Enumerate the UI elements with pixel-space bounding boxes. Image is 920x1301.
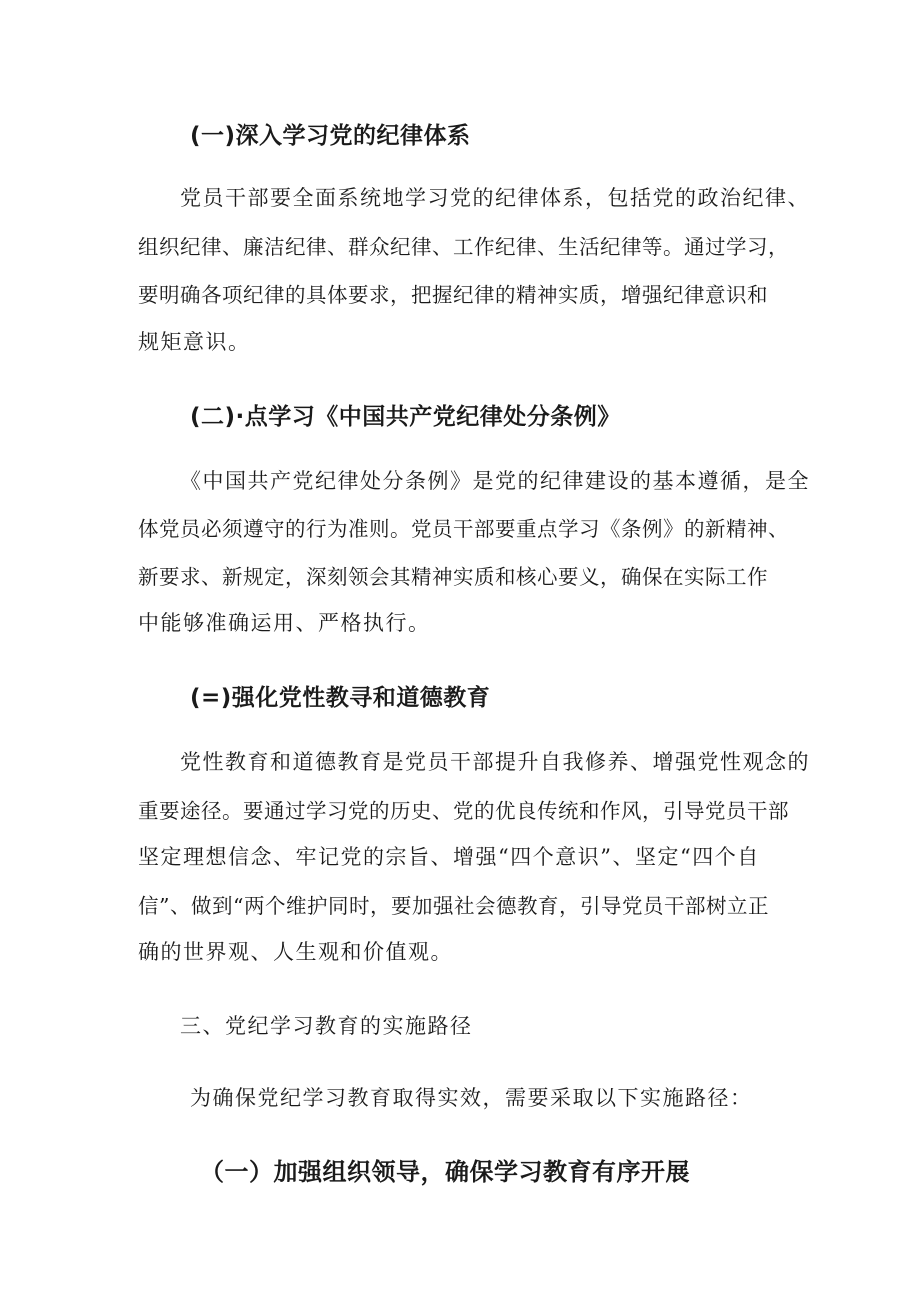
section-3-heading: (=)强化党性教寻和道德教育 [190,685,491,711]
part-three-intro: 为确保党纪学习教育取得实效，需要采取以下实施路径： [190,1086,753,1110]
paragraph-line: 党员干部要全面系统地学习党的纪律体系，包括党的政治纪律、 [180,186,810,210]
final-heading: （一）加强组织领导，确保学习教育有序开展 [200,1158,690,1186]
paragraph-line: 体党员必须遵守的行为准则。党员干部要重点学习《条例》的新精神、 [138,517,789,541]
paragraph-line: 重要途径。要通过学习党的历史、党的优良传统和作风，引导党员干部 [138,799,789,823]
paragraph-line: 党性教育和道德教育是党员干部提升自我修养、增强党性观念的 [180,750,810,774]
section-1-heading: (一)深入学习党的纪律体系 [190,123,471,149]
paragraph-line: 新要求、新规定，深刻领会其精神实质和核心要义，确保在实际工作 [138,565,768,589]
paragraph-line: 组织纪律、廉洁纪律、群众纪律、工作纪律、生活纪律等。通过学习， [138,235,789,259]
paragraph-line: 信”、做到“两个维护同时，要加强社会德教育，引导党员干部树立正 [138,894,769,918]
paragraph-line: 坚定理想信念、牢记党的宗旨、增强“四个意识”、坚定“四个自 [138,845,760,869]
section-2-heading: (二)·点学习《中国共产党纪律处分条例》 [190,404,621,430]
paragraph-line: 规矩意识。 [138,330,251,354]
paragraph-line: 《中国共产党纪律处分条例》是党的纪律建设的基本遵循，是全 [180,469,810,493]
paragraph-line: 确的世界观、人生观和价值观。 [138,940,453,964]
paragraph-line: 中能够准确运用、严格执行。 [138,611,431,635]
paragraph-line: 要明确各项纪律的具体要求，把握纪律的精神实质，增强纪律意识和 [138,283,768,307]
part-three-title: 三、党纪学习教育的实施路径 [180,1014,473,1038]
